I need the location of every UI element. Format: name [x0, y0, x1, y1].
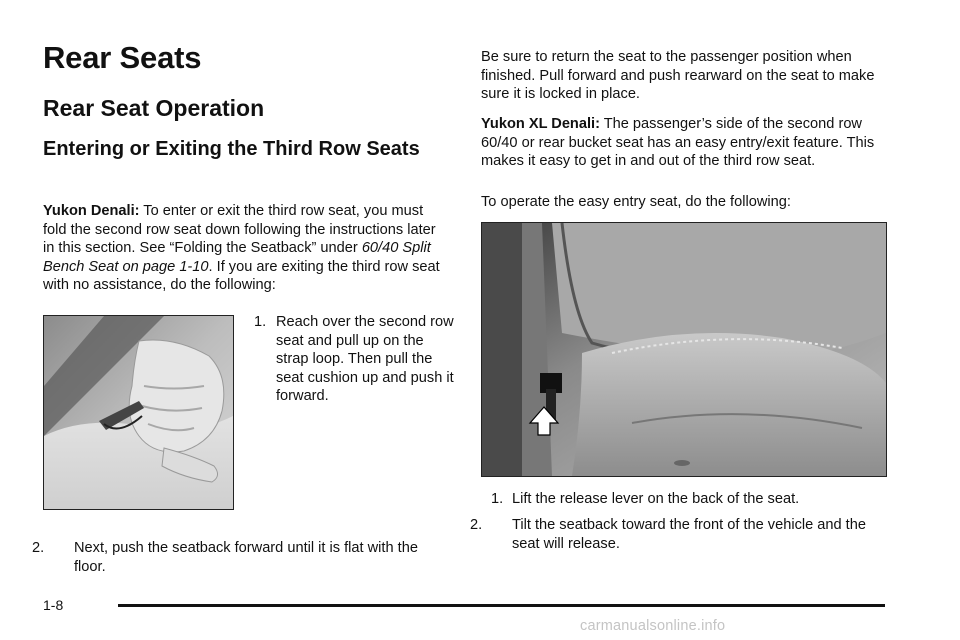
- watermark: carmanualsonline.info: [580, 618, 726, 634]
- release-lever-photo: [481, 222, 887, 477]
- right-step-1-text: Lift the release lever on the back of the seat.: [512, 491, 800, 507]
- footer-rule: [118, 604, 885, 607]
- yukon-denali-lead: Yukon Denali:: [43, 203, 140, 219]
- page-title: Rear Seats: [43, 40, 202, 75]
- yukon-denali-text-2: . If you are exiting the third row seat with no assistance, do the following:: [43, 258, 440, 294]
- yukon-xl-paragraph: [481, 115, 891, 171]
- strap-loop-photo: [43, 315, 234, 510]
- left-step-2-number: 2.: [32, 540, 45, 556]
- left-step-2-text: [32, 539, 443, 576]
- yukon-denali-text-1: To enter or exit the third row seat, you must fold the second row seat down following the instructions later in this section. See “Folding the Seatback” under: [43, 203, 436, 257]
- page-reference-link[interactable]: 60/40 Split Bench Seat on page 1-10: [43, 240, 431, 275]
- right-step-2-text: [470, 516, 891, 553]
- right-step-2-body: Tilt the seatback toward the front of the vehicle and the seat will release.: [512, 517, 866, 552]
- left-step-2: [32, 539, 443, 576]
- right-step-1-number: 1.: [491, 491, 504, 507]
- section-subtitle: Rear Seat Operation: [43, 95, 265, 121]
- yukon-xl-lead: Yukon XL Denali:: [481, 116, 600, 132]
- yukon-xl-text: The passenger’s side of the second row 60/40 or rear bucket seat has an easy entry/exit feature. This makes it easy to get in and out of the third row seat.: [481, 116, 875, 170]
- right-step-2-number: 2.: [470, 517, 483, 533]
- left-step-1-text: Reach over the second row seat and pull up on the strap loop. Then pull the seat cushion up and push it forward.: [276, 314, 454, 405]
- page-number: 1-8: [43, 597, 64, 613]
- right-step-1: [491, 490, 891, 509]
- left-step-1: [254, 313, 454, 406]
- return-seat-paragraph: Be sure to return the seat to the passenger position when finished. Pull forward and push rearward on the seat to make sure it is locked in place.: [481, 49, 875, 103]
- yukon-denali-paragraph: [43, 202, 443, 295]
- hand-pulling-strap-illustration: [44, 316, 233, 509]
- operate-paragraph: To operate the easy entry seat, do the following:: [481, 194, 791, 210]
- left-step-1-number: 1.: [254, 314, 267, 330]
- right-step-2: [470, 516, 891, 553]
- left-step-2-body: Next, push the seatback forward until it is flat with the floor.: [74, 540, 418, 575]
- seat-release-lever-illustration: [482, 223, 886, 476]
- subsection-title: Entering or Exiting the Third Row Seats: [43, 138, 420, 160]
